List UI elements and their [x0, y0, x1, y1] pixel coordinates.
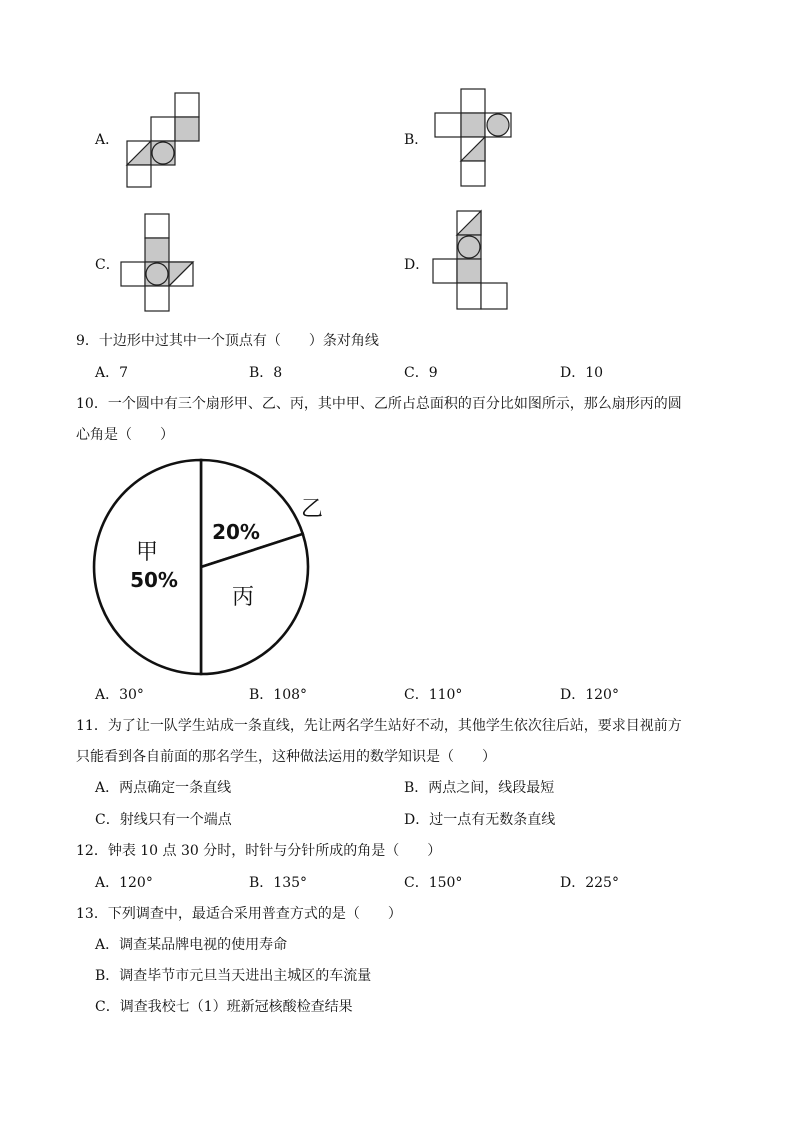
- q12-option-c: C．150°: [404, 875, 463, 891]
- question-10-stem-line1: 10．一个圆中有三个扇形甲、乙、丙，其中甲、乙所占总面积的百分比如图所示，那么扇形丙的圆: [76, 396, 682, 412]
- net-c-cell-shaded: [145, 238, 169, 262]
- net-d-cell-shaded: [457, 259, 481, 283]
- net-b-cell: [461, 161, 485, 186]
- question-12-stem: 12．钟表 10 点 30 分时，时针与分针所成的角是（ ）: [76, 843, 442, 859]
- cube-net-a: [126, 92, 202, 188]
- q9-option-a: A．7: [95, 365, 129, 381]
- option-c-label: C．: [95, 257, 120, 273]
- net-c-circle: [146, 263, 168, 285]
- q10-option-b: B．108°: [249, 687, 308, 703]
- pie-label-jia-pct: 50%: [130, 568, 178, 592]
- cube-net-d: [431, 210, 511, 312]
- option-b-label: B．: [404, 132, 429, 148]
- pie-slice-甲: [94, 460, 201, 674]
- net-b-cell: [461, 89, 485, 113]
- q9-option-d: D．10: [560, 365, 604, 381]
- net-d-circle: [458, 236, 480, 258]
- q13-option-a: A．调查某品牌电视的使用寿命: [95, 937, 288, 953]
- question-10-stem-line2: 心角是（ ）: [76, 427, 174, 443]
- q13-option-b: B．调查毕节市元旦当天进出主城区的车流量: [95, 968, 372, 984]
- q12-option-b: B．135°: [249, 875, 308, 891]
- q12-option-d: D．225°: [560, 875, 619, 891]
- net-b-circle: [487, 114, 509, 136]
- q10-option-d: D．120°: [560, 687, 619, 703]
- option-d-label: D．: [404, 257, 430, 273]
- net-a-cell: [151, 117, 175, 141]
- cube-net-b: [432, 88, 514, 188]
- net-a-cell: [127, 165, 151, 187]
- question-9-stem: 9．十边形中过其中一个顶点有（ ）条对角线: [76, 333, 379, 349]
- pie-label-bing: 丙: [231, 585, 255, 610]
- question-11-stem-line1: 11．为了让一队学生站成一条直线，先让两名学生站好不动，其他学生依次往后站，要求目视前方: [76, 718, 682, 734]
- pie-label-yi: 乙: [300, 497, 324, 522]
- q12-option-a: A．120°: [95, 875, 153, 891]
- question-11-stem-line2: 只能看到各自前面的那名学生，这种做法运用的数学知识是（ ）: [76, 749, 496, 765]
- net-b-cell: [435, 113, 461, 137]
- question-13-stem: 13．下列调查中，最适合采用普查方式的是（ ）: [76, 906, 402, 922]
- net-b-cell-shaded: [461, 113, 485, 137]
- q11-option-b: B．两点之间，线段最短: [404, 780, 555, 796]
- net-d-cell: [433, 259, 457, 283]
- net-c-cell: [145, 214, 169, 238]
- net-c-cell: [121, 262, 145, 286]
- q11-option-c: C．射线只有一个端点: [95, 812, 232, 828]
- pie-label-yi-pct: 20%: [212, 520, 260, 544]
- option-a-label: A．: [95, 132, 120, 148]
- net-a-cell: [175, 93, 199, 117]
- q11-option-a: A．两点确定一条直线: [95, 780, 232, 796]
- net-a-circle: [152, 142, 174, 164]
- q10-option-a: A．30°: [95, 687, 144, 703]
- q9-option-b: B．8: [249, 365, 283, 381]
- q13-option-c: C．调查我校七（1）班新冠核酸检查结果: [95, 999, 353, 1015]
- cube-net-c: [120, 213, 196, 313]
- q11-option-d: D．过一点有无数条直线: [404, 812, 556, 828]
- net-a-cell-shaded: [175, 117, 199, 141]
- net-c-cell: [145, 286, 169, 311]
- pie-chart: [90, 456, 324, 678]
- net-d-cell: [481, 283, 507, 309]
- q10-option-c: C．110°: [404, 687, 463, 703]
- q9-option-c: C．9: [404, 365, 438, 381]
- net-d-cell: [457, 283, 481, 309]
- pie-label-jia: 甲: [135, 540, 159, 565]
